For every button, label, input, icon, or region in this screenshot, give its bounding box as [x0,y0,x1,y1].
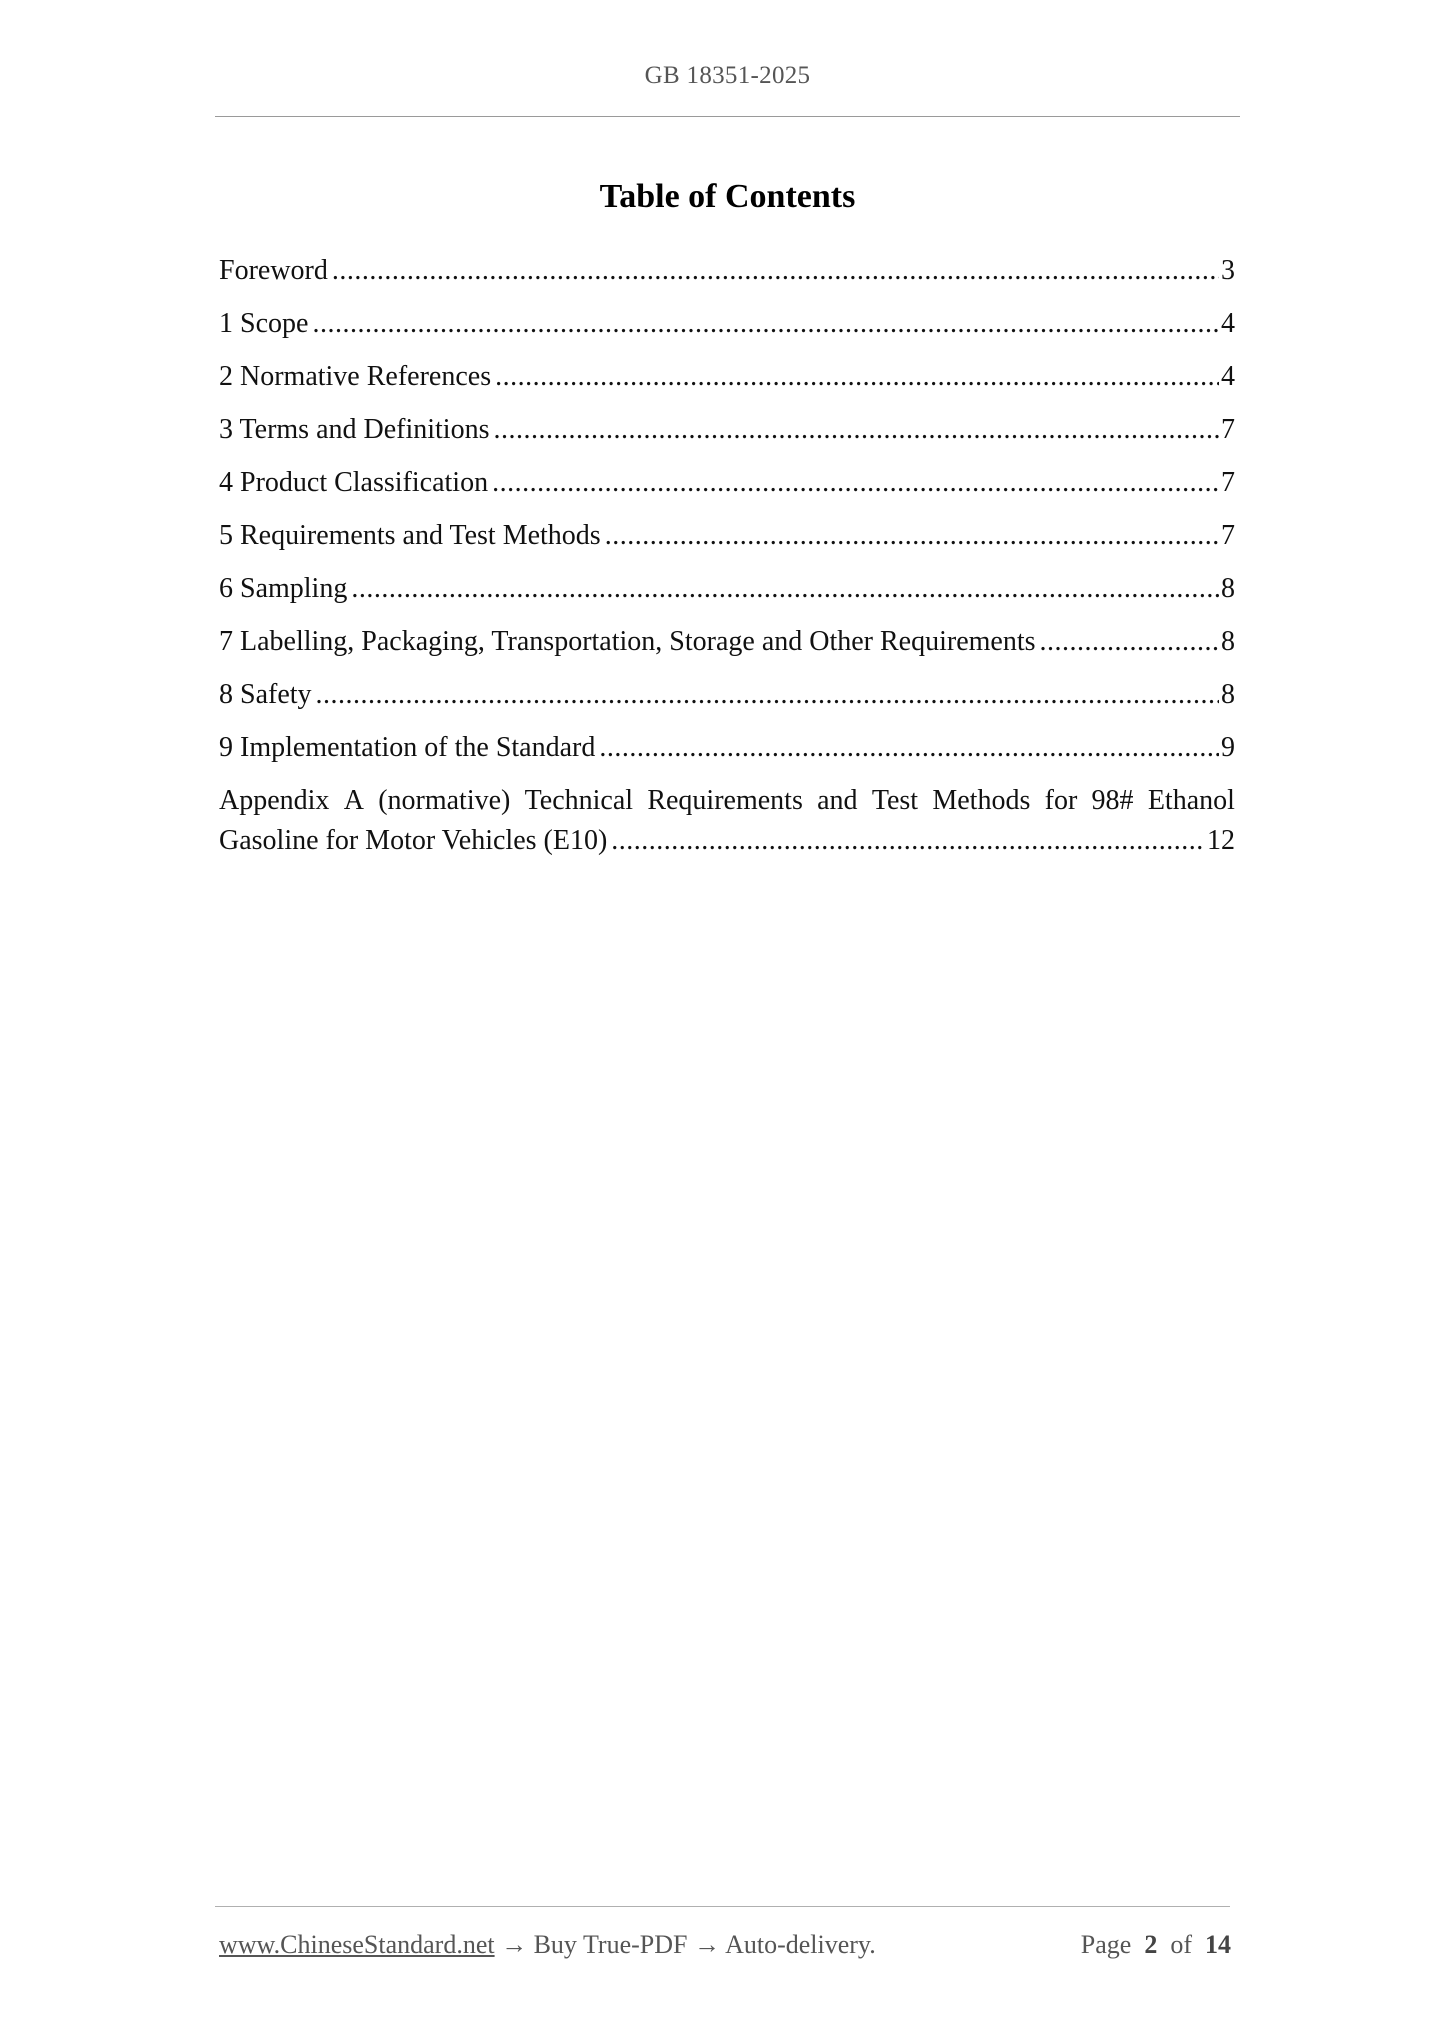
toc-appendix-line1 [219,781,1235,821]
toc-title: Table of Contents [599,178,856,215]
arrow-right-icon: → [694,1930,720,1959]
footer-divider [215,1906,1230,1907]
toc-entry-page: 8 [1221,679,1235,710]
toc-appendix-word: Test [871,785,919,816]
header-divider [215,116,1240,117]
toc-entry-label: Gasoline for Motor Vehicles (E10) [219,825,608,856]
toc-entry-foreword[interactable] [219,251,1235,304]
toc-entry-label: 3 Terms and Definitions [219,414,490,445]
toc-entry-page: 4 [1221,308,1235,339]
toc-appendix-word: for [1044,785,1078,816]
page-number [1081,1930,1231,1960]
toc-leader-dots [605,516,1219,556]
toc-entry-page: 8 [1221,573,1235,604]
toc-entry-safety[interactable] [219,675,1235,728]
toc-entry-label: 4 Product Classification [219,467,489,498]
toc-entry-page: 4 [1221,361,1235,392]
toc-entry-label: 7 Labelling, Packaging, Transportation, Storage and Other Requirements [219,626,1036,657]
toc-entry-page: 12 [1207,825,1235,856]
toc-entry-label: 9 Implementation of the Standard [219,732,596,763]
toc-entry-sampling[interactable] [219,569,1235,622]
page-total: 14 [1205,1930,1231,1959]
page-word: Page [1080,1930,1132,1959]
toc-entry-normative-references[interactable] [219,357,1235,410]
toc-appendix-word: A [343,785,364,816]
toc-entry-label: 8 Safety [219,679,312,710]
toc-entry-label: 2 Normative References [219,361,492,392]
toc-entry-product-classification[interactable] [219,463,1235,516]
toc-appendix-line2 [219,821,1235,861]
toc-appendix-word: Technical [524,785,634,816]
toc-entry-label: 1 Scope [219,308,309,339]
toc-leader-dots [495,357,1219,397]
buy-text: Buy True-PDF [533,1930,688,1959]
toc-entry-label: 6 Sampling [219,573,348,604]
toc-leader-dots [492,463,1219,503]
toc-appendix-word: Methods [932,785,1031,816]
toc-entry-terms-definitions[interactable] [219,410,1235,463]
website-link[interactable]: www.ChineseStandard.net [219,1930,495,1959]
footer-promo [219,1930,876,1960]
toc-leader-dots [1040,622,1219,662]
toc-appendix-word: Ethanol [1147,785,1235,816]
page-footer [219,1930,1231,1960]
toc-leader-dots [316,675,1219,715]
toc-appendix-word: Requirements [647,785,803,816]
toc-entry-page: 8 [1221,626,1235,657]
toc-entry-scope[interactable] [219,304,1235,357]
toc-list [219,251,1235,861]
arrow-right-icon: → [501,1930,528,1959]
toc-entry-page: 7 [1221,520,1235,551]
toc-entry-implementation[interactable] [219,728,1235,781]
toc-appendix-word: 98# [1091,785,1134,816]
toc-entry-label: Foreword [219,255,328,286]
toc-entry-labelling-packaging[interactable] [219,622,1235,675]
toc-entry-label: 5 Requirements and Test Methods [219,520,601,551]
toc-appendix-word: (normative) [378,785,511,816]
toc-entry-page: 3 [1221,255,1235,286]
toc-leader-dots [351,569,1219,609]
toc-leader-dots [332,251,1219,291]
toc-appendix-word: and [817,785,858,816]
toc-leader-dots [611,821,1205,861]
toc-entry-requirements-test-methods[interactable] [219,516,1235,569]
page-current: 2 [1144,1930,1158,1959]
toc-entry-page: 7 [1221,467,1235,498]
toc-leader-dots [599,728,1219,768]
toc-entry-appendix-a[interactable] [219,781,1235,861]
delivery-text: Auto-delivery. [725,1930,876,1959]
toc-entry-page: 9 [1221,732,1235,763]
toc-leader-dots [312,304,1219,344]
page-header: GB 18351-2025 [644,62,811,89]
toc-appendix-word: Appendix [219,785,330,816]
of-word: of [1170,1930,1192,1959]
toc-leader-dots [493,410,1219,450]
toc-entry-page: 7 [1221,414,1235,445]
